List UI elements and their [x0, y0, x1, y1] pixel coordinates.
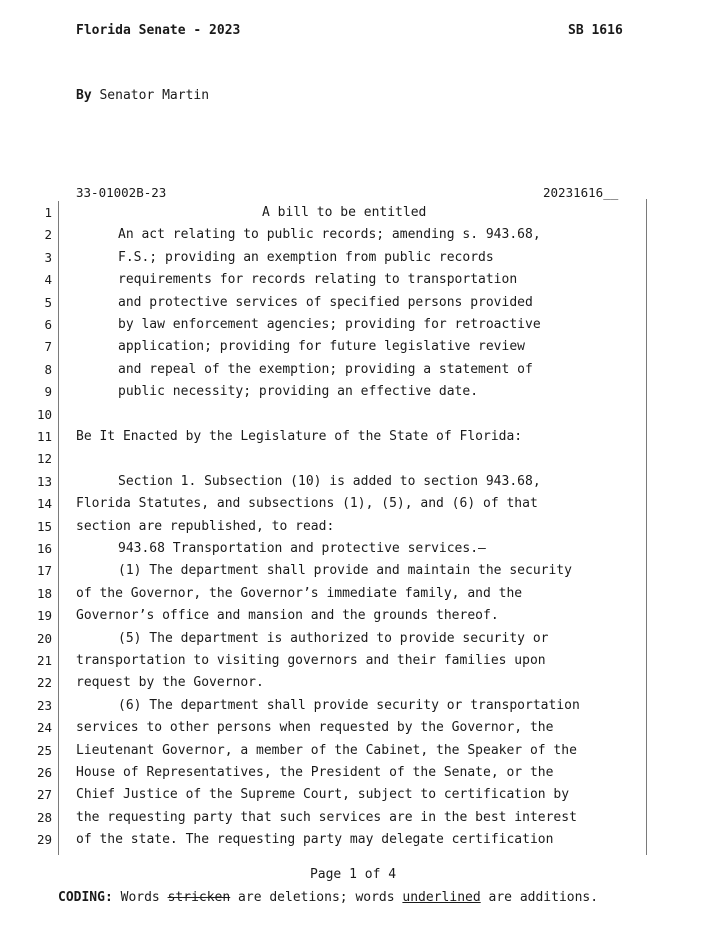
line-number: 13	[36, 473, 52, 489]
line-text: (1) The department shall provide and maintain the security	[118, 563, 572, 579]
bill-line	[0, 762, 706, 784]
bill-line	[0, 314, 706, 336]
line-number: 28	[36, 809, 52, 825]
byline-by: By	[76, 88, 92, 103]
line-text: Lieutenant Governor, a member of the Cabinet, the Speaker of the	[76, 742, 577, 758]
line-number: 15	[36, 518, 52, 534]
bill-line	[0, 404, 706, 426]
line-number: 10	[36, 406, 52, 422]
line-text: F.S.; providing an exemption from public records	[118, 249, 494, 265]
line-number: 4	[44, 272, 52, 288]
line-text: Chief Justice of the Supreme Court, subject to certification by	[76, 787, 570, 803]
bill-number: SB 1616	[568, 23, 623, 38]
bill-code: 20231616__	[543, 185, 619, 200]
sponsor-byline	[76, 88, 209, 103]
bill-line	[0, 471, 706, 493]
bill-line	[0, 695, 706, 717]
bill-line	[0, 650, 706, 672]
line-number: 17	[36, 563, 52, 579]
line-text: House of Representatives, the President of the Senate, or the	[76, 765, 554, 780]
line-number: 3	[44, 249, 52, 265]
line-text: of the Governor, the Governor’s immediate family, and the	[76, 585, 523, 601]
line-number: 16	[36, 541, 52, 556]
page-indicator: Page 1 of 4	[309, 867, 397, 882]
line-number: 18	[36, 585, 52, 601]
bill-line	[0, 493, 706, 515]
line-text: Florida Statutes, and subsections (1), (5), and (6) of that	[76, 496, 538, 512]
line-number: 23	[36, 697, 52, 713]
line-text: Be It Enacted by the Legislature of the State of Florida:	[76, 429, 523, 444]
bill-line	[0, 516, 706, 538]
bill-line	[0, 560, 706, 582]
bill-line	[0, 717, 706, 739]
bill-line	[0, 381, 706, 403]
line-number: 22	[36, 675, 52, 691]
line-text: An act relating to public records; amending s. 943.68,	[118, 227, 541, 243]
bill-line	[0, 336, 706, 358]
line-number: 19	[36, 608, 52, 624]
bill-line	[0, 292, 706, 314]
bill-line	[0, 224, 706, 246]
line-number: 21	[36, 653, 52, 668]
coding-text-3: are additions.	[480, 890, 599, 905]
line-number: 24	[36, 720, 52, 736]
line-text: public necessity; providing an effective date.	[118, 384, 479, 400]
document-header-title: Florida Senate - 2023	[76, 23, 241, 38]
sponsor-name: Senator Martin	[99, 88, 210, 103]
bill-line	[0, 829, 706, 851]
bill-line	[0, 583, 706, 605]
coding-legend	[58, 890, 598, 905]
line-number: 1	[44, 205, 52, 220]
bill-line	[0, 448, 706, 470]
line-text: by law enforcement agencies; providing for retroactive	[118, 317, 541, 332]
line-number: 26	[36, 765, 52, 780]
coding-text-1: Words	[112, 890, 168, 905]
bill-line	[0, 784, 706, 806]
line-number: 5	[44, 294, 52, 310]
line-number: 7	[44, 339, 52, 355]
line-text: section are republished, to read:	[76, 518, 335, 534]
line-number: 29	[36, 832, 52, 848]
line-text: and repeal of the exemption; providing a statement of	[118, 361, 533, 377]
line-number: 25	[36, 742, 52, 758]
line-text: (6) The department shall provide security or transportation	[118, 697, 580, 713]
stricken-example: stricken	[167, 890, 231, 905]
line-number: 14	[36, 496, 52, 512]
line-text: A bill to be entitled	[262, 205, 427, 220]
line-number: 11	[36, 429, 52, 444]
line-text: (5) The department is authorized to provide security or	[118, 630, 549, 646]
bill-line	[0, 605, 706, 627]
line-number: 6	[44, 317, 52, 332]
line-number: 12	[36, 451, 52, 467]
bill-line	[0, 740, 706, 762]
line-text: of the state. The requesting party may delegate certification	[76, 832, 554, 848]
coding-label: CODING:	[58, 890, 113, 905]
line-text: requirements for records relating to transportation	[118, 272, 518, 288]
line-text: 943.68 Transportation and protective services.—	[118, 541, 486, 556]
bill-line	[0, 359, 706, 381]
bill-line	[0, 247, 706, 269]
line-text: services to other persons when requested by the Governor, the	[76, 720, 554, 736]
line-text: the requesting party that such services are in the best interest	[76, 809, 577, 825]
bill-line	[0, 202, 706, 224]
line-text: Section 1. Subsection (10) is added to section 943.68,	[118, 473, 541, 489]
line-number: 8	[44, 361, 52, 377]
line-number: 27	[36, 787, 52, 803]
underlined-example: underlined	[402, 890, 481, 905]
bill-line	[0, 807, 706, 829]
coding-text-2: are deletions; words	[230, 890, 403, 905]
line-text: and protective services of specified persons provided	[118, 294, 533, 310]
line-text: Governor’s office and mansion and the grounds thereof.	[76, 608, 499, 624]
bill-line	[0, 628, 706, 650]
bill-line	[0, 426, 706, 448]
bill-line	[0, 538, 706, 560]
bill-line	[0, 672, 706, 694]
line-text: transportation to visiting governors and their families upon	[76, 653, 546, 668]
drafting-code: 33-01002B-23	[76, 185, 167, 200]
line-text: request by the Governor.	[76, 675, 264, 691]
line-text: application; providing for future legislative review	[118, 339, 525, 355]
bill-line	[0, 269, 706, 291]
line-number: 9	[44, 384, 52, 400]
line-number: 2	[44, 227, 52, 243]
line-number: 20	[36, 630, 52, 646]
